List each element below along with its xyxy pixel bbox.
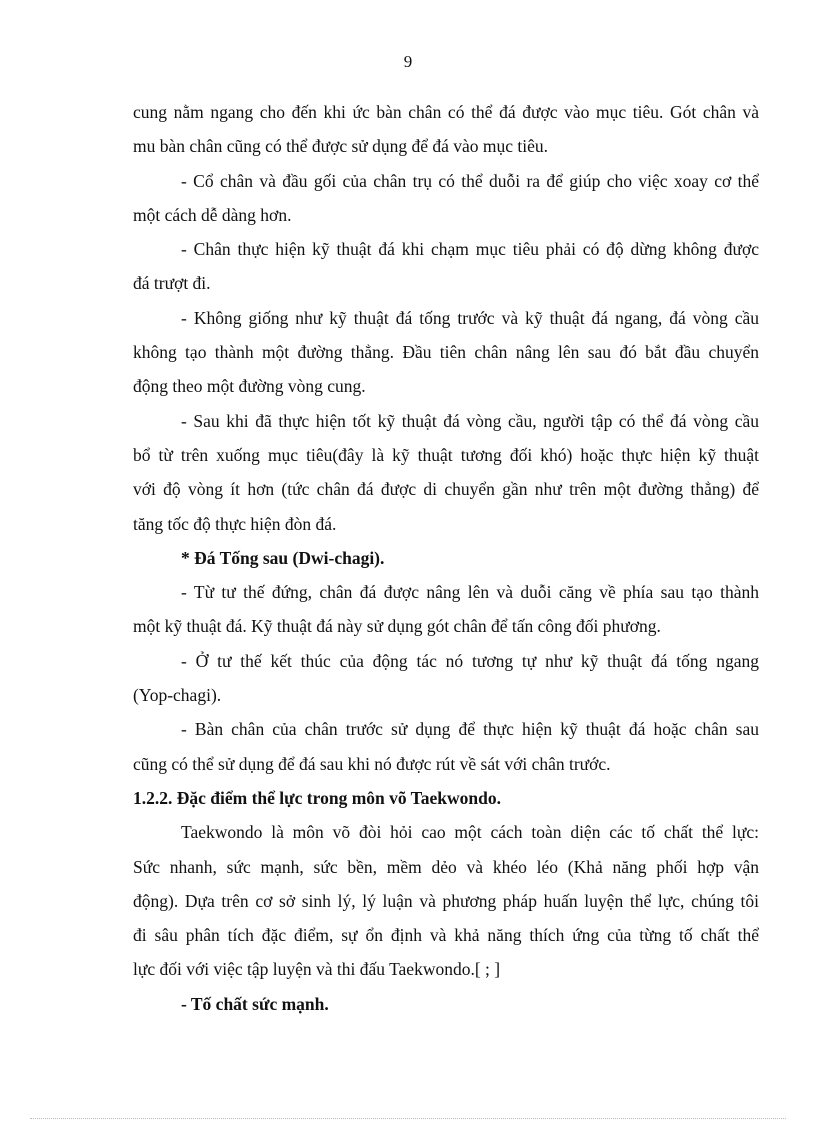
- text-line: - Chân thực hiện kỹ thuật đá khi chạm mục tiêu phải có độ dừng không được: [181, 239, 759, 260]
- text-line: - Cổ chân và đầu gối của chân trụ có thể duỗi ra để giúp cho việc xoay cơ thể: [181, 170, 759, 191]
- text-line: - Ở tư thế kết thúc của động tác nó tương tự như kỹ thuật đá tống ngang: [181, 650, 759, 671]
- text-line: tăng tốc độ thực hiện đòn đá.: [133, 513, 337, 534]
- text-line: - Bàn chân của chân trước sử dụng để thực hiện kỹ thuật đá hoặc chân sau: [181, 719, 759, 740]
- text-line: đá trượt đi.: [133, 273, 211, 294]
- text-line: động). Dựa trên cơ sở sinh lý, lý luận và phương pháp huấn luyện thể lực, chúng tôi: [133, 890, 759, 911]
- text-line: - Sau khi đã thực hiện tốt kỹ thuật đá vòng cầu, người tập có thể đá vòng cầu: [181, 410, 759, 431]
- text-line: đi sâu phân tích đặc điểm, sự ổn định và khả năng thích ứng của từng tố chất thể: [133, 925, 759, 946]
- text-line: lực đối với việc tập luyện và thi đấu Taekwondo.[ ; ]: [133, 959, 501, 980]
- page-number: 9: [403, 52, 413, 71]
- text-line: mu bàn chân cũng có thể được sử dụng để đá vào mục tiêu.: [133, 136, 549, 157]
- text-line: với độ vòng ít hơn (tức chân đá được di chuyển gần như trên một đường thẳng) để: [133, 479, 759, 500]
- text-line: một cách dễ dàng hơn.: [133, 204, 292, 225]
- page-bottom-border: [30, 1118, 786, 1119]
- heading-line: * Đá Tống sau (Dwi-chagi).: [181, 547, 385, 568]
- text-line: động theo một đường vòng cung.: [133, 376, 366, 397]
- text-line: bổ từ trên xuống mục tiêu(đây là kỹ thuật tương đối khó) hoặc thực hiện kỹ thuật: [133, 444, 759, 465]
- text-line: (Yop-chagi).: [133, 685, 222, 706]
- text-line: - Không giống như kỹ thuật đá tống trước và kỹ thuật đá ngang, đá vòng cầu: [181, 307, 759, 328]
- body-text: [133, 95, 759, 1021]
- text-line: cung nằm ngang cho đến khi ức bàn chân có thể đá được vào mục tiêu. Gót chân và: [133, 102, 759, 122]
- text-line: cũng có thể sử dụng để đá sau khi nó được rút về sát với chân trước.: [133, 753, 611, 774]
- text-line: Sức nhanh, sức mạnh, sức bền, mềm dẻo và khéo léo (Khả năng phối hợp vận: [133, 856, 759, 877]
- text-line: một kỹ thuật đá. Kỹ thuật đá này sử dụng gót chân để tấn công đối phương.: [133, 616, 661, 637]
- text-line: - Từ tư thế đứng, chân đá được nâng lên và duỗi căng về phía sau tạo thành: [181, 582, 759, 603]
- text-line: Taekwondo là môn võ đòi hỏi cao một cách toàn diện các tố chất thể lực:: [181, 822, 759, 843]
- heading-line: - Tố chất sức mạnh.: [181, 993, 329, 1014]
- text-line: không tạo thành một đường thẳng. Đầu tiên chân nâng lên sau đó bắt đầu chuyển: [133, 342, 759, 363]
- heading-line: 1.2.2. Đặc điểm thể lực trong môn võ Taekwondo.: [133, 787, 501, 808]
